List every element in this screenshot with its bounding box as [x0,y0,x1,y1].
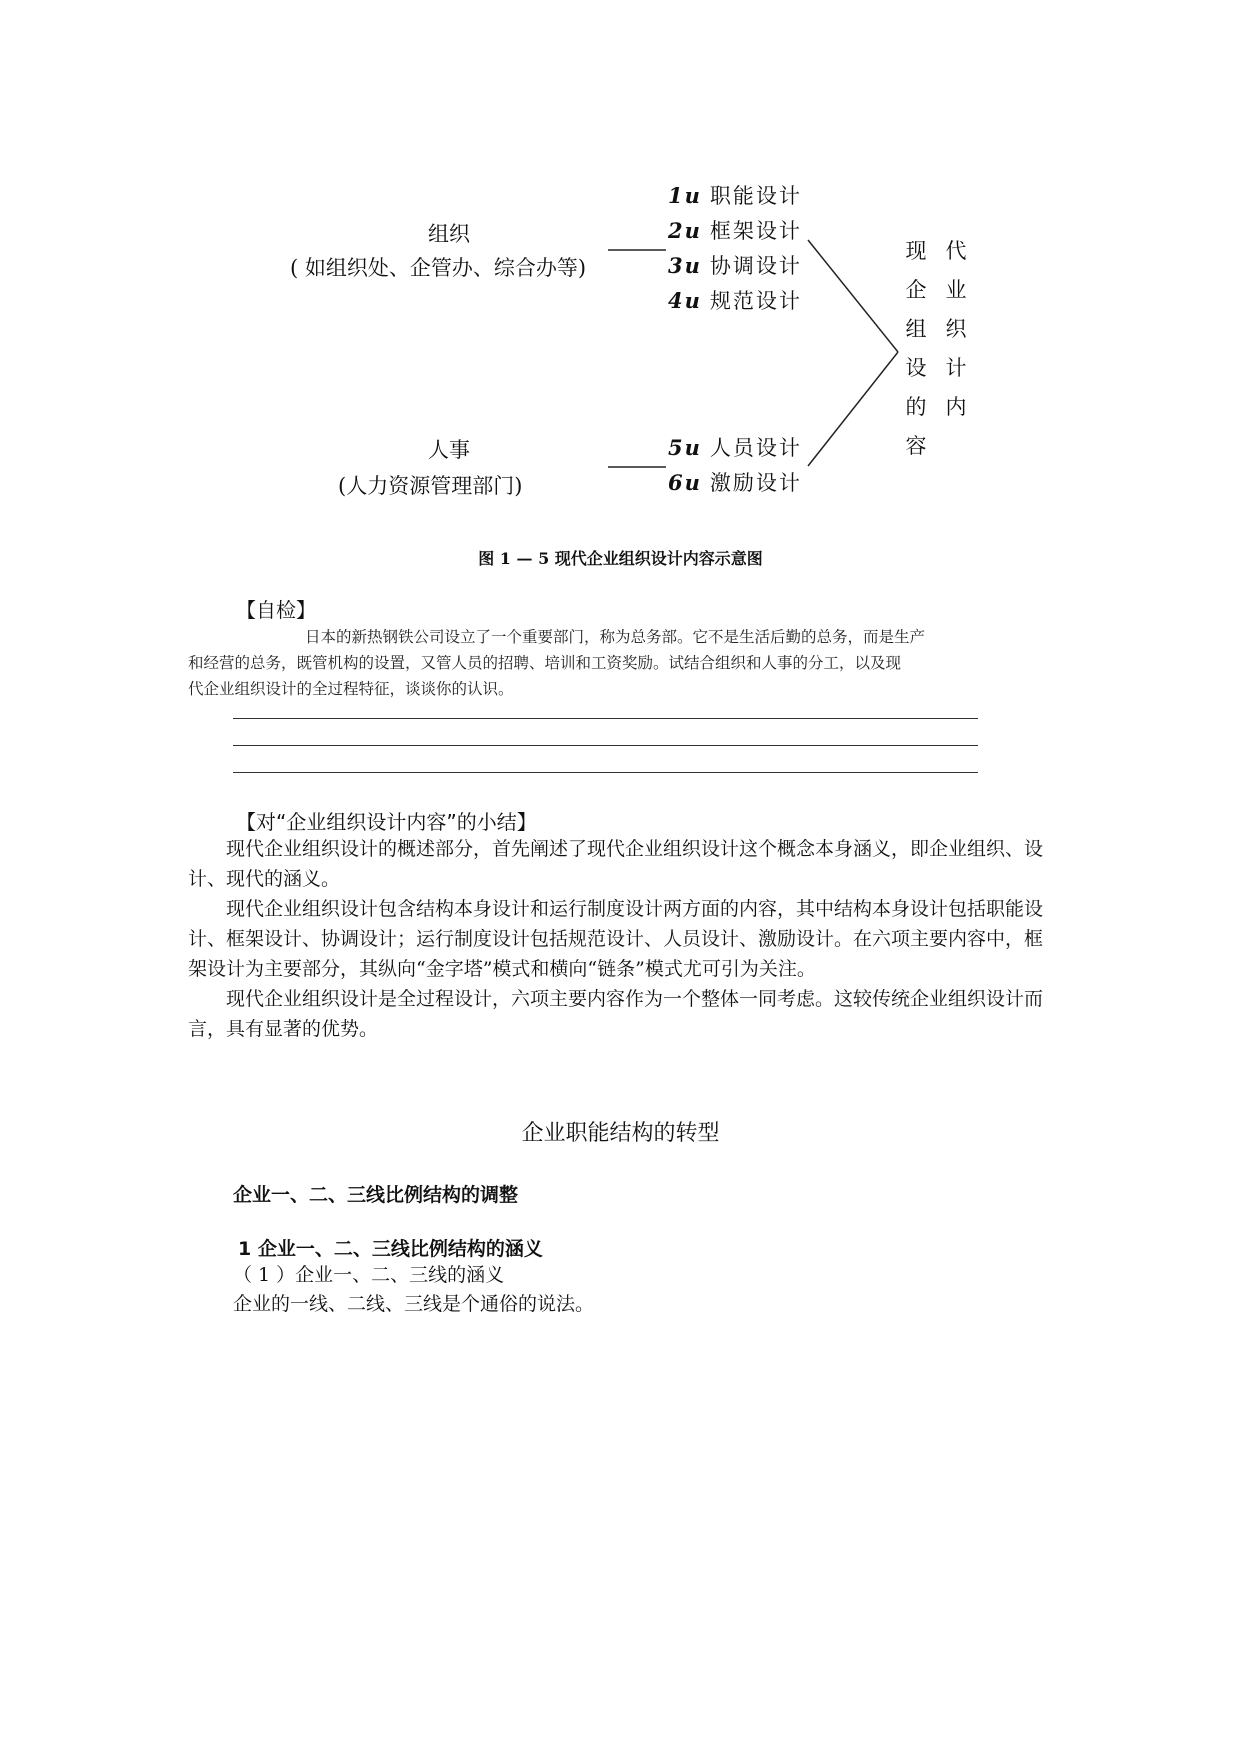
body-text: 企业的一线、二线、三线是个通俗的说法。 [233,1293,595,1315]
summary-heading: 【对“企业组织设计内容”的小结】 [236,810,537,834]
design-item: 3u 协调设计 [668,253,802,278]
vertical-title-col2: 代 业 织 计 内 [945,239,967,419]
hr-title: 人事 [428,438,470,462]
selfcheck-line: 日本的新热钢铁公司设立了一个重要部门，称为总务部。它不是生活后勤的总务，而是生产 [305,628,926,646]
summary-paragraph: 现代企业组织设计的概述部分，首先阐述了现代企业组织设计这个概念本身涵义，即企业组织、设计、现代的涵义。 [188,838,1044,890]
sub-subsection-heading: 1 企业一、二、三线比例结构的涵义 [238,1238,543,1260]
org-title: 组织 [428,222,470,246]
figure-caption: 图 1 — 5 现代企业组织设计内容示意图 [478,549,763,568]
design-item: 5u 人员设计 [668,435,802,460]
upper-converge-line [808,240,898,352]
answer-line[interactable] [233,745,978,746]
org-design-diagram [0,0,1241,520]
section-title: 企业职能结构的转型 [521,1121,720,1146]
vertical-title-col1: 现 企 组 设 的 容 [905,239,927,458]
diagram-lines [0,0,1241,520]
subsection-heading: 企业一、二、三线比例结构的调整 [233,1184,519,1206]
design-item: 2u 框架设计 [668,218,802,243]
item-heading: （ 1 ）企业一、二、三线的涵义 [233,1264,505,1286]
summary-paragraph: 现代企业组织设计包含结构本身设计和运行制度设计两方面的内容，其中结构本身设计包括职能设计、框架设计、协调设计；运行制度设计包括规范设计、人员设计、激励设计。在六项主要内容中，框架设计为主要部分，其纵向“金字塔”模式和横向“链条”模式尤可引为关注。 [188,898,1044,980]
design-item: 1u 职能设计 [668,183,802,208]
summary-paragraph: 现代企业组织设计是全过程设计，六项主要内容作为一个整体一同考虑。这较传统企业组织设计而言，具有显著的优势。 [188,988,1044,1040]
selfcheck-line: 代企业组织设计的全过程特征，谈谈你的认识。 [188,680,514,698]
hr-subtitle: (人力资源管理部门) [338,474,523,498]
answer-line[interactable] [233,772,978,773]
design-item: 4u 规范设计 [668,288,802,313]
answer-line[interactable] [233,718,978,719]
selfcheck-heading: 【自检】 [236,598,316,622]
summary-body [188,834,1050,1044]
org-subtitle: ( 如组织处、企管办、综合办等) [290,256,587,280]
design-item: 6u 激励设计 [668,470,802,495]
lower-converge-line [808,352,898,466]
selfcheck-line: 和经营的总务，既管机构的设置，又管人员的招聘、培训和工资奖励。试结合组织和人事的分工，以及现 [188,654,902,672]
